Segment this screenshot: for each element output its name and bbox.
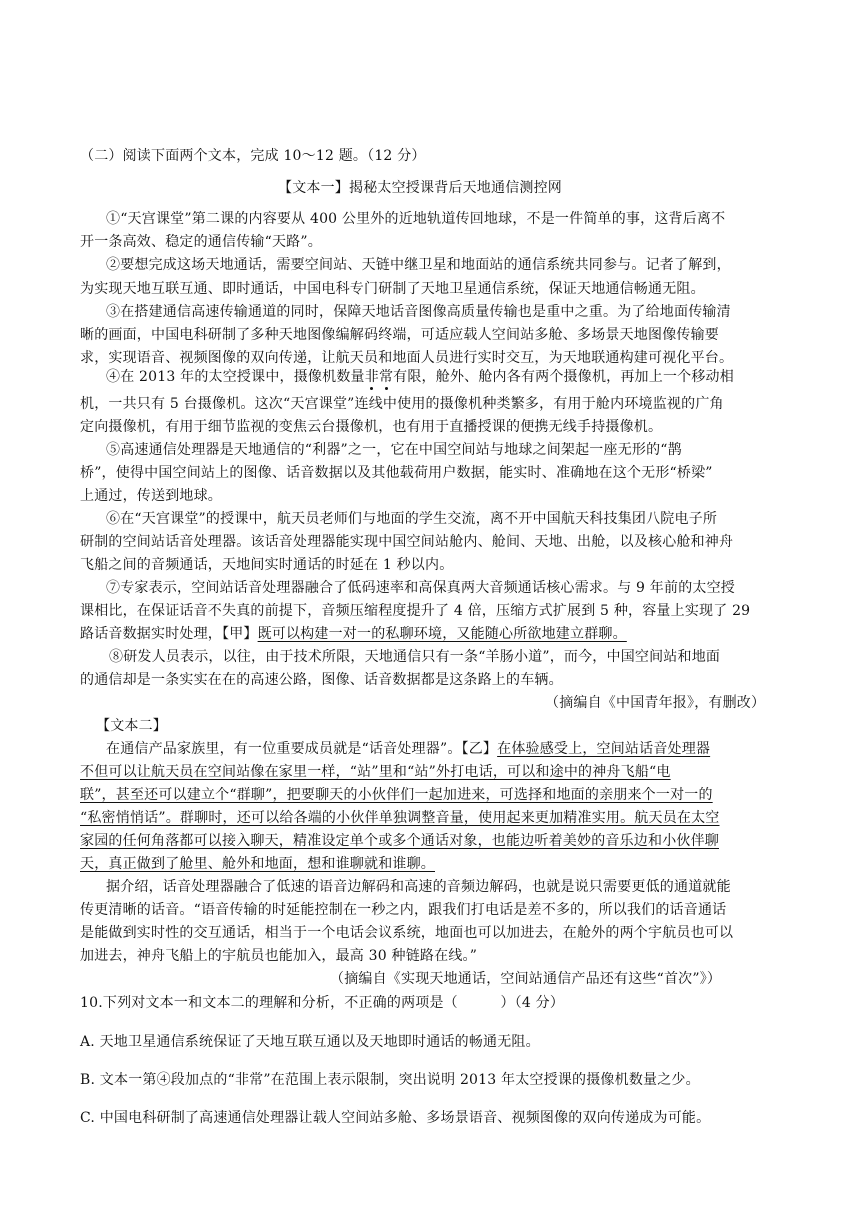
text2-source: （摘编自《实现天地通话，空间站通信产品还有这些“首次”》） bbox=[330, 971, 722, 987]
underlined-passage-yi-line6: 天，真正做到了舱里、舱外和地面，想和谁聊就和谁聊。 bbox=[80, 856, 435, 872]
underlined-passage-yi-line5: 家园的任何角落都可以接入聊天，精准设定单个或多个通话对象，也能边听着美妙的音乐边和小伙伴聊 bbox=[80, 833, 719, 849]
text1-p7-line1: ⑦专家表示，空间站话音处理器融合了低码速率和高保真两大音频通话核心需求。与 9 年前的太空授 bbox=[106, 580, 736, 596]
underlined-passage-yi-start: 在体验感受上，空间站话音处理器 bbox=[497, 741, 711, 757]
question-10-stem: 10.下列对文本一和文本二的理解和分析，不正确的两项是（ ）（4 分） bbox=[80, 995, 565, 1011]
question-10-option-a: A. 天地卫星通信系统保证了天地互联互通以及天地即时通话的畅通无阻。 bbox=[80, 1034, 540, 1050]
text1-p4-line1-post: 有限，舱外、舱内各有两个摄像机，再加上一个移动相 bbox=[393, 369, 734, 385]
underlined-sentence-jia: 既可以构建一对一的私聊环境，又能随心所欲地建立群聊。 bbox=[257, 626, 627, 642]
text1-p5-line3: 上通过，传送到地球。 bbox=[80, 488, 222, 504]
text1-p7-line3-pre: 路话音数据实时处理，【甲】 bbox=[80, 626, 258, 642]
text1-p4-line1-pre: ④在 2013 年的太空授课中，摄像机数量 bbox=[106, 369, 365, 385]
underlined-passage-yi-line3: 联”，甚至还可以建立个“群聊”，把要聊天的小伙伴们一起加进来，可选择和地面的亲朋来个一对一的 bbox=[80, 787, 713, 803]
underlined-passage-yi-line2: 不但可以让航天员在空间站像在家里一样，“站”里和“站”外打电话，可以和途中的神舟飞船“电 bbox=[80, 764, 671, 780]
text1-p2-line2: 为实现天地互联互通、即时通话，中国电科专门研制了天地卫星通信系统，保证天地通信畅通无阻。 bbox=[80, 281, 705, 297]
section-heading: （二）阅读下面两个文本，完成 10～12 题。（12 分） bbox=[80, 148, 426, 164]
text1-p3-line2: 晰的画面，中国电科研制了多种天地图像编解码终端，可适应载人空间站多舱、多场景天地图像传输要 bbox=[80, 327, 719, 343]
text1-p8-line1: ⑧研发人员表示，以往，由于技术所限，天地通信只有一条“羊肠小道”，而今，中国空间站和地面 bbox=[109, 649, 721, 665]
emphasis-dot-char-1: 非 bbox=[364, 369, 379, 385]
emphasis-dot-char-2: 常 bbox=[378, 369, 394, 385]
text2-p2-line4: 加进去，神舟飞船上的宇航员也能加入，最高 30 种链路在线。” bbox=[80, 948, 478, 964]
text2-p1-line1-pre: 在通信产品家族里，有一位重要成员就是“话音处理器”。【乙】 bbox=[106, 741, 498, 757]
text1-p6-line2: 研制的空间站话音处理器。该话音处理器能实现中国空间站舱内、舱间、天地、出舱，以及核心舱和神舟 bbox=[80, 534, 734, 550]
text1-p2-line1: ②要想完成这场天地通话，需要空间站、天链中继卫星和地面站的通信系统共同参与。记者了解到， bbox=[106, 257, 731, 273]
text2-p2-line3: 是能做到实时性的交互通话，相当于一个电话会议系统，地面也可以加进去，在舱外的两个宇航员也可以 bbox=[80, 925, 734, 941]
question-10-option-c: C. 中国电科研制了高速通信处理器让载人空间站多舱、多场景语音、视频图像的双向传递成为可能。 bbox=[80, 1110, 711, 1126]
text1-p4-line1 bbox=[106, 367, 734, 387]
text1-title: 【文本一】揭秘太空授课背后天地通信测控网 bbox=[278, 180, 562, 196]
text1-p1-line1: ①“天宫课堂”第二课的内容要从 400 公里外的近地轨道传回地球，不是一件简单的事，这背后离不 bbox=[106, 211, 726, 227]
text1-p6-line1: ⑥在“天宫课堂”的授课中，航天员老师们与地面的学生交流，离不开中国航天科技集团八院电子所 bbox=[106, 511, 718, 527]
text1-p8-line2: 的通信却是一条实实在在的高速公路，图像、话音数据都是这条路上的车辆。 bbox=[80, 672, 563, 688]
text1-source: （摘编自《中国青年报》，有删改） bbox=[545, 695, 766, 711]
text1-p3-line3: 求，实现语音、视频图像的双向传递，让航天员和地面人员进行实时交互，为天地联通构建可视化平台。 bbox=[80, 350, 734, 366]
question-10-option-b: B. 文本一第④段加点的“非常”在范围上表示限制，突出说明 2013 年太空授课的摄像机数量之少。 bbox=[80, 1072, 700, 1088]
text1-p3-line1: ③在搭建通信高速传输通道的同时，保障天地话音图像高质量传输也是重中之重。为了给地面传输清 bbox=[106, 304, 731, 320]
text2-title: 【文本二】 bbox=[96, 718, 167, 734]
text1-p1-line2: 开一条高效、稳定的通信传输“天路”。 bbox=[80, 234, 322, 250]
text1-p5-line2: 桥”，使得中国空间站上的图像、话音数据以及其他载荷用户数据，能实时、准确地在这个无形“桥梁” bbox=[80, 465, 713, 481]
underlined-passage-yi-line4: “私密悄悄话”。群聊时，还可以给各端的小伙伴单独调整音量，使用起来更加精准实用。航天员在太空 bbox=[80, 810, 720, 826]
text1-p7-line3 bbox=[80, 624, 627, 644]
text2-p2-line2: 传更清晰的话音。“语音传输的时延能控制在一秒之内，跟我们打电话是差不多的，所以我们的话音通话 bbox=[80, 902, 727, 918]
text2-p2-line1: 据介绍，话音处理器融合了低速的语音边解码和高速的音频边解码，也就是说只需要更低的通道就能 bbox=[106, 879, 731, 895]
text2-p1-line1 bbox=[106, 739, 710, 759]
text1-p4-line2: 机，一共只有 5 台摄像机。这次“天宫课堂”连线中使用的摄像机种类繁多，有用于舱内环境监视的广角 bbox=[80, 396, 724, 412]
text1-p5-line1: ⑤高速通信处理器是天地通信的“利器”之一，它在中国空间站与地球之间架起一座无形的“鹊 bbox=[106, 442, 682, 458]
text1-p7-line2: 课相比，在保证话音不失真的前提下，音频压缩程度提升了 4 倍，压缩方式扩展到 5 种，容量上实现了 29 bbox=[80, 603, 751, 619]
text1-p4-line3: 定向摄像机，有用于细节监视的变焦云台摄像机，也有用于直播授课的便携无线手持摄像机。 bbox=[80, 419, 663, 435]
text1-p6-line3: 飞船之间的音频通话，天地间实时通话的时延在 1 秒以内。 bbox=[80, 557, 454, 573]
